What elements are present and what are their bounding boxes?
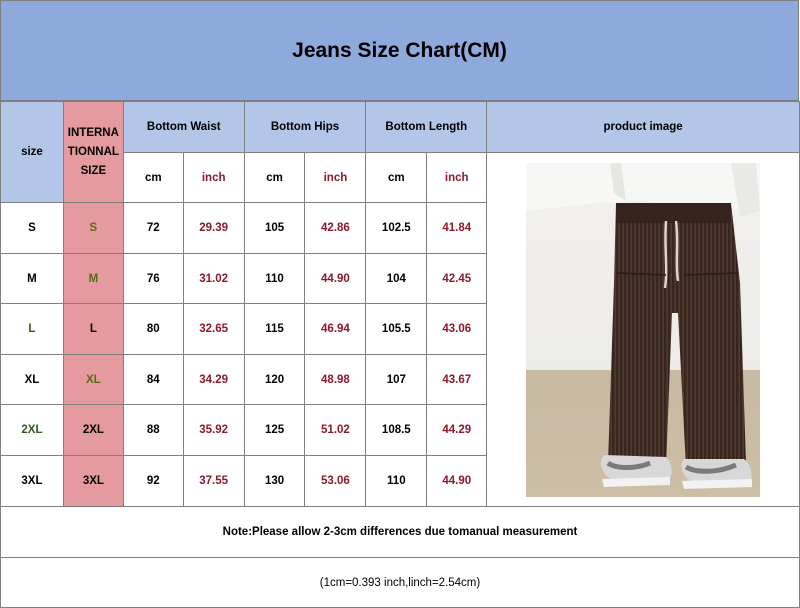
hips-cm-cell: 130 bbox=[244, 456, 305, 507]
pants-illustration bbox=[526, 163, 760, 497]
unit-inch: inch bbox=[183, 153, 244, 203]
product-image-cell bbox=[487, 153, 800, 507]
length-inch-cell: 42.45 bbox=[427, 254, 487, 304]
size-cell: L bbox=[1, 304, 64, 355]
length-inch-cell: 43.67 bbox=[427, 355, 487, 405]
waist-cm-cell: 76 bbox=[123, 254, 183, 304]
unit-cm: cm bbox=[244, 153, 305, 203]
hips-inch-cell: 48.98 bbox=[305, 355, 366, 405]
intl-size-cell: 3XL bbox=[63, 456, 123, 507]
waist-cm-cell: 72 bbox=[123, 203, 183, 254]
header-international-size: INTERNATIONNAL SIZE bbox=[63, 102, 123, 203]
unit-cm: cm bbox=[123, 153, 183, 203]
size-cell: 3XL bbox=[1, 456, 64, 507]
size-cell: 2XL bbox=[1, 405, 64, 456]
waist-inch-cell: 32.65 bbox=[183, 304, 244, 355]
hips-cm-cell: 115 bbox=[244, 304, 305, 355]
length-cm-cell: 105.5 bbox=[366, 304, 427, 355]
hips-cm-cell: 120 bbox=[244, 355, 305, 405]
waist-cm-cell: 92 bbox=[123, 456, 183, 507]
product-image bbox=[526, 163, 760, 497]
length-inch-cell: 44.90 bbox=[427, 456, 487, 507]
header-bottom-length: Bottom Length bbox=[366, 102, 487, 153]
size-table bbox=[0, 101, 800, 608]
length-inch-cell: 44.29 bbox=[427, 405, 487, 456]
length-inch-cell: 41.84 bbox=[427, 203, 487, 254]
length-cm-cell: 102.5 bbox=[366, 203, 427, 254]
intl-size-cell: S bbox=[63, 203, 123, 254]
length-cm-cell: 110 bbox=[366, 456, 427, 507]
hips-cm-cell: 110 bbox=[244, 254, 305, 304]
unit-inch: inch bbox=[305, 153, 366, 203]
hips-inch-cell: 51.02 bbox=[305, 405, 366, 456]
hips-inch-cell: 46.94 bbox=[305, 304, 366, 355]
waist-inch-cell: 31.02 bbox=[183, 254, 244, 304]
header-product-image: product image bbox=[487, 102, 800, 153]
length-cm-cell: 108.5 bbox=[366, 405, 427, 456]
header-bottom-waist: Bottom Waist bbox=[123, 102, 244, 153]
header-bottom-hips: Bottom Hips bbox=[244, 102, 366, 153]
hips-cm-cell: 105 bbox=[244, 203, 305, 254]
waist-inch-cell: 37.55 bbox=[183, 456, 244, 507]
measurement-note: Note:Please allow 2-3cm differences due tomanual measurement bbox=[1, 507, 800, 558]
size-cell: M bbox=[1, 254, 64, 304]
intl-size-cell: 2XL bbox=[63, 405, 123, 456]
size-cell: XL bbox=[1, 355, 64, 405]
unit-cm: cm bbox=[366, 153, 427, 203]
waist-inch-cell: 29.39 bbox=[183, 203, 244, 254]
length-inch-cell: 43.06 bbox=[427, 304, 487, 355]
waist-inch-cell: 34.29 bbox=[183, 355, 244, 405]
hips-inch-cell: 53.06 bbox=[305, 456, 366, 507]
intl-size-cell: XL bbox=[63, 355, 123, 405]
waist-inch-cell: 35.92 bbox=[183, 405, 244, 456]
hips-inch-cell: 42.86 bbox=[305, 203, 366, 254]
unit-inch: inch bbox=[427, 153, 487, 203]
hips-cm-cell: 125 bbox=[244, 405, 305, 456]
length-cm-cell: 104 bbox=[366, 254, 427, 304]
intl-size-cell: M bbox=[63, 254, 123, 304]
waist-cm-cell: 80 bbox=[123, 304, 183, 355]
waist-cm-cell: 88 bbox=[123, 405, 183, 456]
length-cm-cell: 107 bbox=[366, 355, 427, 405]
size-cell: S bbox=[1, 203, 64, 254]
header-size: size bbox=[1, 102, 64, 203]
intl-size-cell: L bbox=[63, 304, 123, 355]
waist-cm-cell: 84 bbox=[123, 355, 183, 405]
hips-inch-cell: 44.90 bbox=[305, 254, 366, 304]
conversion-note: (1cm=0.393 inch,linch=2.54cm) bbox=[1, 558, 800, 608]
chart-title: Jeans Size Chart(CM) bbox=[0, 0, 799, 101]
